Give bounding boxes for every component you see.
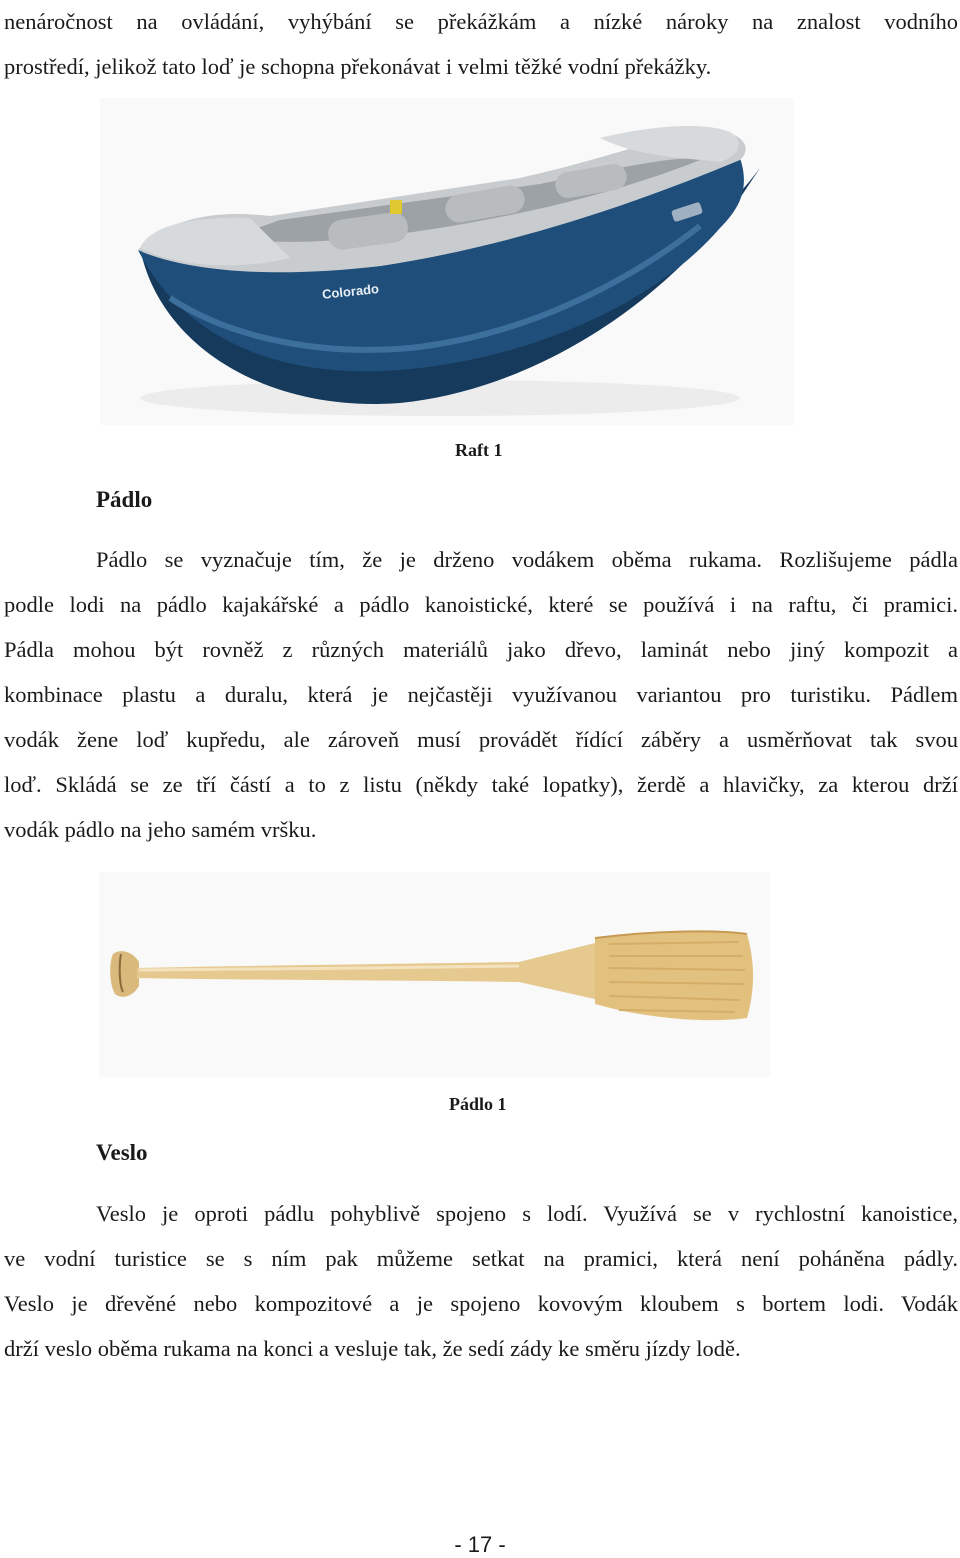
text-line: ve vodní turistice se s ním pak můžeme setkat na pramici, která není poháněna pádly. — [4, 1246, 958, 1271]
text-line: Veslo je dřevěné nebo kompozitové a je spojeno kovovým kloubem s bortem lodi. Vodák — [4, 1291, 958, 1316]
padlo-paragraph — [4, 537, 958, 852]
text-line: nenáročnost na ovládání, vyhýbání se překážkám a nízké nároky na znalost vodního — [4, 9, 958, 34]
text-line: kombinace plastu a duralu, která je nejčastěji využívanou variantou pro turistiku. Pádlem — [4, 682, 958, 707]
text-line: vodák pádlo na jeho samém vršku. — [4, 817, 317, 842]
raft-illustration — [100, 98, 794, 425]
text-line: Pádlo se vyznačuje tím, že je drženo vodákem oběma rukama. Rozlišujeme pádla — [96, 547, 958, 572]
text-line: vodák žene loď kupředu, ale zároveň musí provádět řídící záběry a usměrňovat tak svou — [4, 727, 958, 752]
paddle-image — [99, 872, 770, 1077]
raft-image — [100, 98, 794, 425]
text-line: loď. Skládá se ze tří částí a to z listu (někdy také lopatky), žerdě a hlavičky, za kterou drží — [4, 772, 958, 797]
figure-caption: Raft 1 — [455, 440, 503, 460]
text-line: Pádla mohou být rovněž z různých materiálů jako dřevo, laminát nebo jiný kompozit a — [4, 637, 958, 662]
figure-caption: Pádlo 1 — [449, 1094, 507, 1114]
raft-brand-label: Colorado — [321, 281, 380, 302]
text-line: podle lodi na pádlo kajakářské a pádlo kanoistické, které se používá i na raftu, či pramici. — [4, 592, 958, 617]
paddle-illustration — [99, 872, 770, 1077]
section-heading-padlo: Pádlo — [96, 487, 153, 512]
section-heading-veslo: Veslo — [96, 1140, 148, 1165]
text-line: prostředí, jelikož tato loď je schopna překonávat i velmi těžké vodní překážky. — [4, 54, 712, 79]
text-line: Veslo je oproti pádlu pohyblivě spojeno s lodí. Využívá se v rychlostní kanoistice, — [96, 1201, 958, 1226]
page-number: - 17 - — [454, 1532, 506, 1557]
veslo-paragraph — [4, 1191, 958, 1371]
text-line: drží veslo oběma rukama na konci a vesluje tak, že sedí zády ke směru jízdy lodě. — [4, 1336, 741, 1361]
intro-paragraph — [4, 0, 958, 89]
